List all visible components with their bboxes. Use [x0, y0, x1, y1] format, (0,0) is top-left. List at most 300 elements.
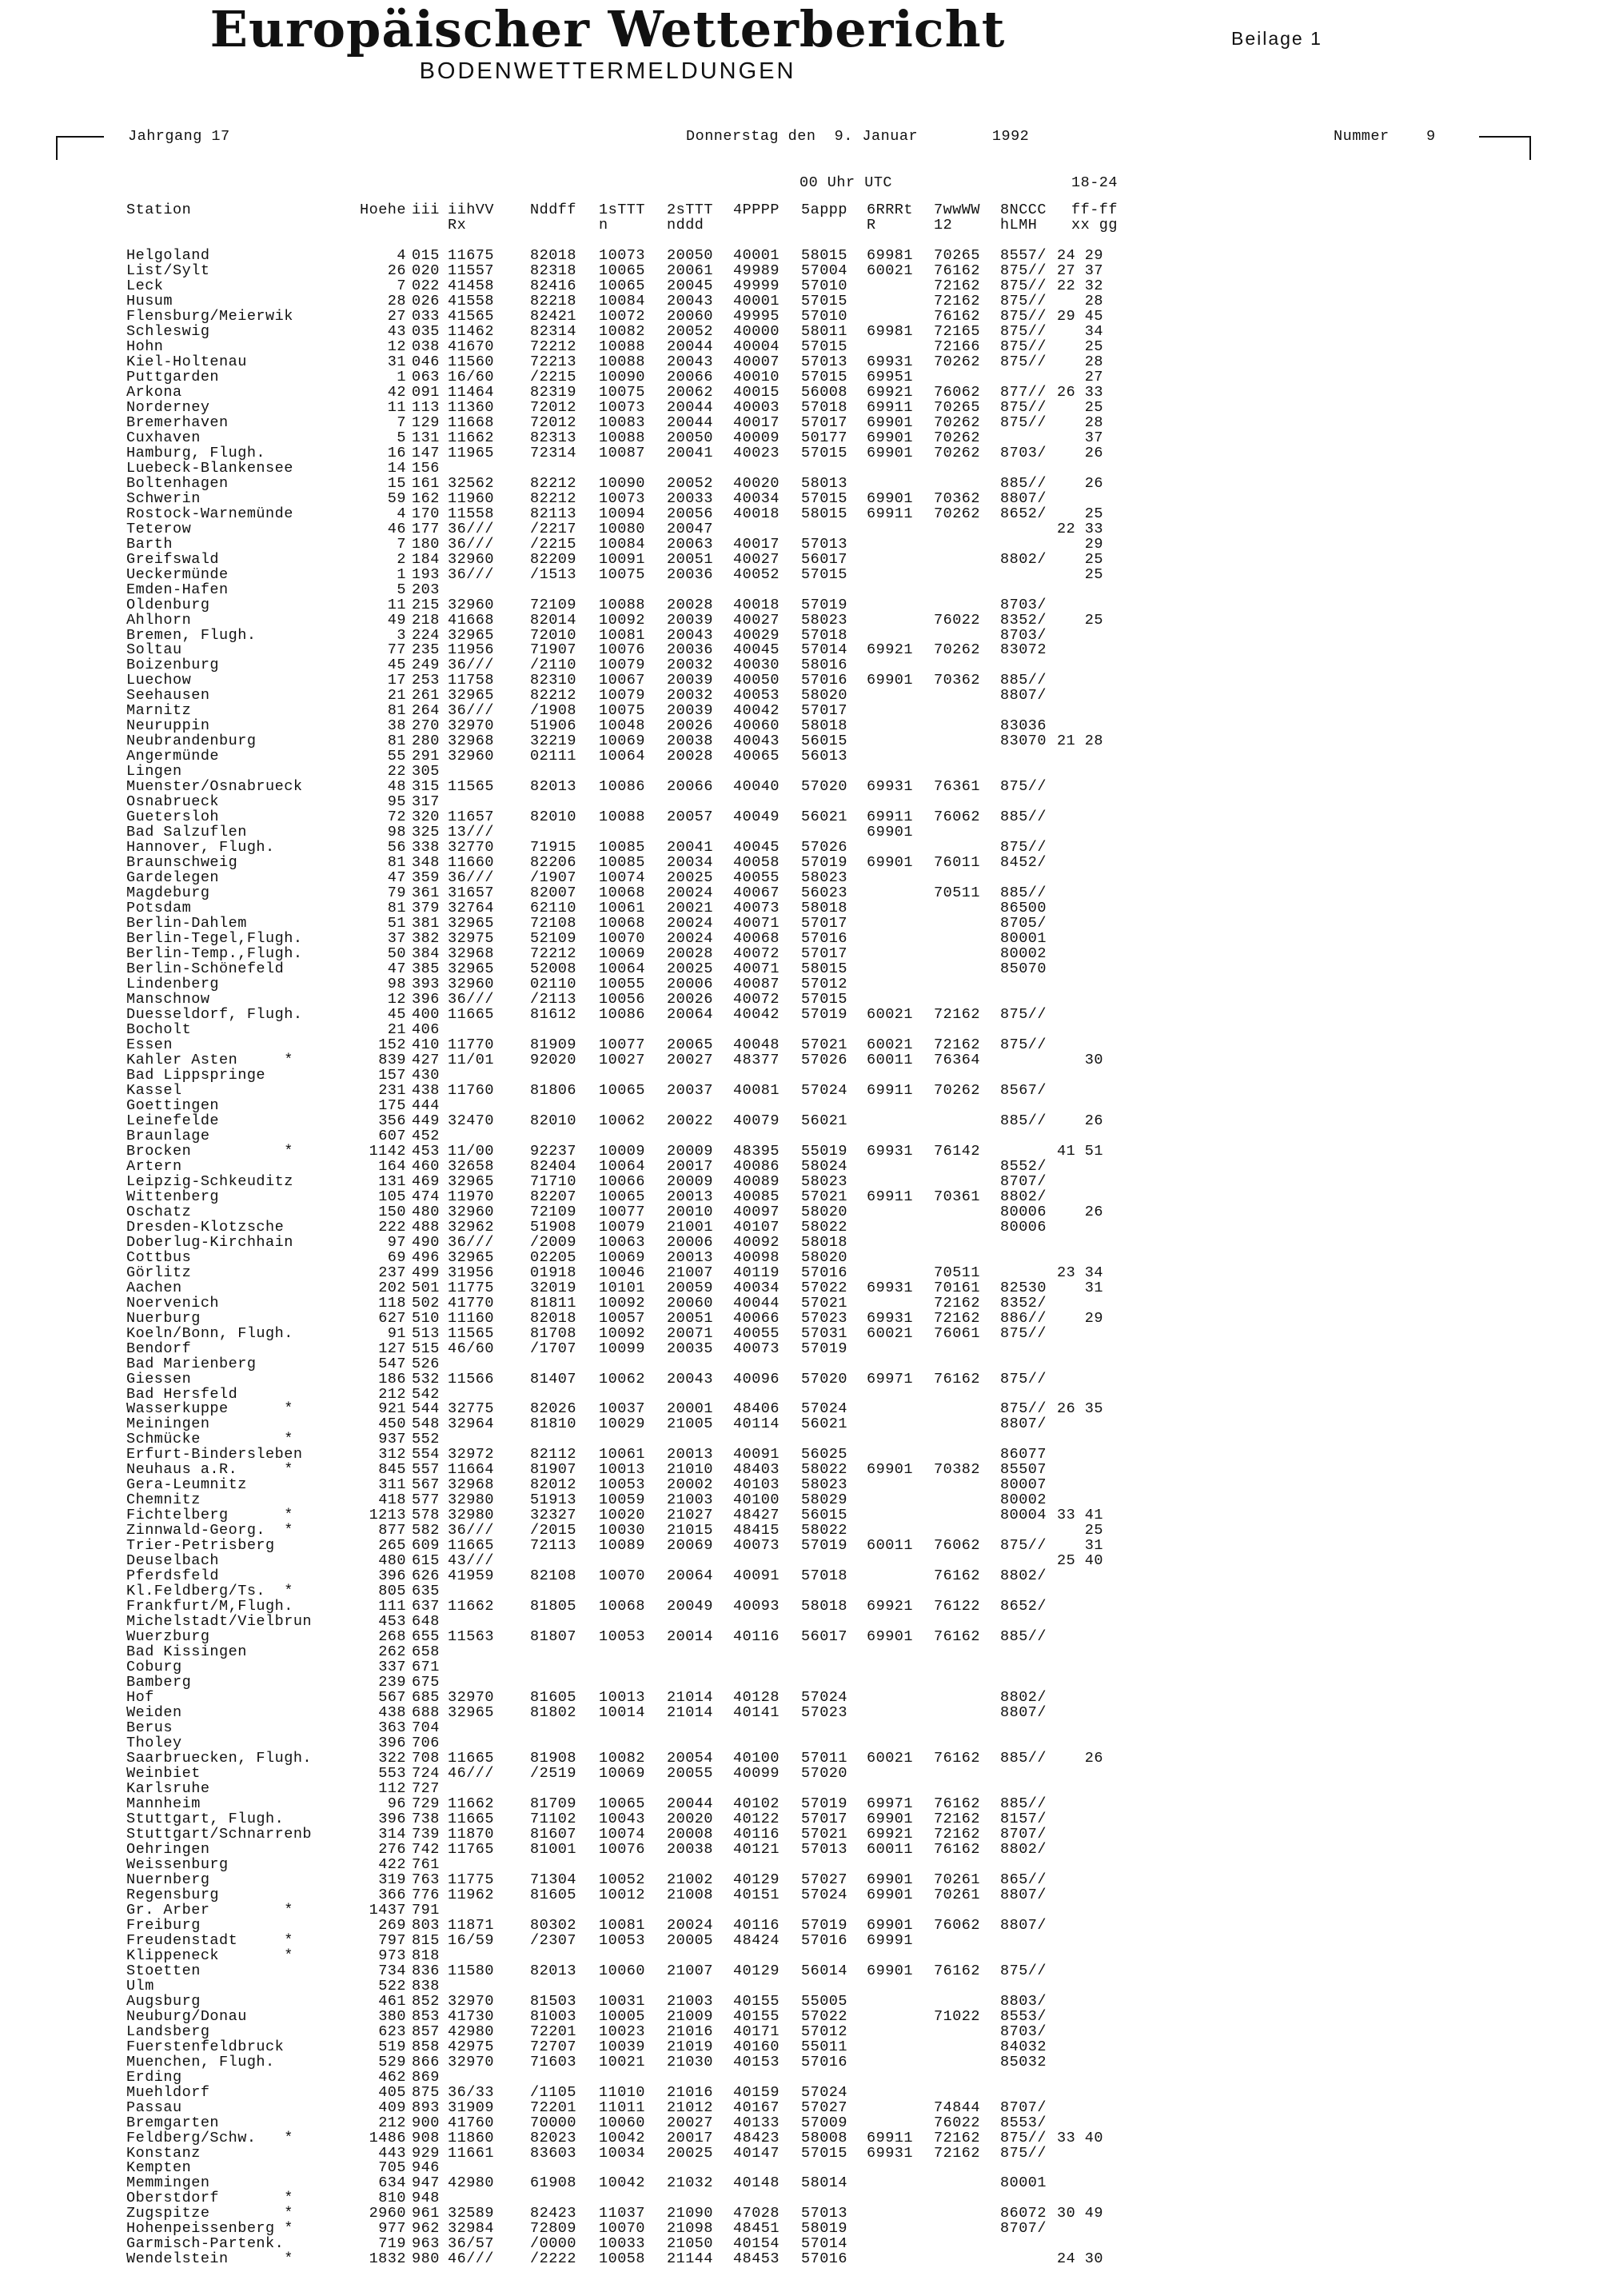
- station-iii-value: 218: [412, 611, 440, 629]
- station-2sttt-value: 20027: [667, 1051, 714, 1068]
- station-iihvv-value: 41770: [448, 1294, 495, 1312]
- station-2sttt-value: 20025: [667, 869, 714, 887]
- station-8nccc-value: 8807/: [1000, 1916, 1047, 1934]
- station-hoehe-value: 422: [378, 1855, 406, 1873]
- station-2sttt-value: 20014: [667, 1628, 714, 1646]
- station-name: Luebeck-Blankensee: [126, 459, 293, 477]
- station-4pppp-value: 40148: [733, 2174, 780, 2192]
- station-iii-value: 542: [412, 1385, 440, 1403]
- station-iii-value: 739: [412, 1825, 440, 1843]
- station-name: Neuhaus a.R. *: [126, 1461, 293, 1479]
- station-iii-value: 818: [412, 1947, 440, 1964]
- station-iihvv-value: 41730: [448, 2007, 495, 2025]
- station-iii-value: 444: [412, 1096, 440, 1114]
- station-2sttt-value: 20066: [667, 778, 714, 796]
- station-iihvv-value: 32965: [448, 1248, 495, 1266]
- station-iihvv-value: 11675: [448, 247, 495, 264]
- station-iihvv-value: 32962: [448, 1218, 495, 1236]
- station-iii-value: 980: [412, 2250, 440, 2268]
- station-1sttt-value: 10079: [599, 1218, 646, 1236]
- station-5appp-value: 58020: [801, 687, 848, 705]
- station-name: Koeln/Bonn, Flugh.: [126, 1324, 293, 1342]
- station-2sttt-value: 21144: [667, 2250, 714, 2268]
- station-7wwww-value: 70262: [934, 1081, 981, 1099]
- station-2sttt-value: 20032: [667, 657, 714, 674]
- station-hoehe-value: 46: [387, 520, 406, 537]
- station-hoehe-value: 47: [387, 960, 406, 978]
- station-4pppp-value: 40001: [733, 247, 780, 264]
- station-7wwww-value: 76364: [934, 1051, 981, 1068]
- station-5appp-value: 55005: [801, 1992, 848, 2010]
- station-8nccc-value: 8352/: [1000, 1294, 1047, 1312]
- station-4pppp-value: 40020: [733, 474, 780, 492]
- station-6rrrt-value: 69901: [867, 1962, 914, 1979]
- station-8nccc-value: 875//: [1000, 292, 1047, 309]
- station-nddff-value: 71102: [530, 1810, 577, 1827]
- station-hoehe-value: 186: [378, 1370, 406, 1388]
- station-4pppp-value: 40040: [733, 778, 780, 796]
- station-5appp-value: 57017: [801, 915, 848, 932]
- station-iii-value: 738: [412, 1810, 440, 1827]
- station-8nccc-value: 885//: [1000, 1750, 1047, 1767]
- station-iihvv-value: 11580: [448, 1962, 495, 1979]
- station-name: Berlin-Schönefeld: [126, 960, 285, 978]
- station-hoehe-value: 77: [387, 641, 406, 659]
- station-4pppp-value: 40000: [733, 322, 780, 340]
- station-nddff-value: /2307: [530, 1931, 577, 1949]
- station-hoehe-value: 450: [378, 1416, 406, 1433]
- station-5appp-value: 57020: [801, 778, 848, 796]
- station-name: Stuttgart/Schnarrenb: [126, 1825, 313, 1843]
- station-hoehe-value: 519: [378, 2038, 406, 2055]
- station-2sttt-value: 20060: [667, 1294, 714, 1312]
- station-hoehe-value: 453: [378, 1613, 406, 1631]
- station-8nccc-value: 86500: [1000, 900, 1047, 917]
- station-7wwww-value: 76162: [934, 1567, 981, 1585]
- column-header-2sttt: 2sTTT: [667, 202, 714, 218]
- station-name: Hohenpeissenberg *: [126, 2220, 293, 2238]
- station-6rrrt-value: 69901: [867, 429, 914, 446]
- station-2sttt-value: 21016: [667, 2022, 714, 2040]
- station-iii-value: 615: [412, 1552, 440, 1570]
- station-iii-value: 113: [412, 398, 440, 416]
- station-iii-value: 427: [412, 1051, 440, 1068]
- station-nddff-value: 71710: [530, 1172, 577, 1190]
- station-nddff-value: 81802: [530, 1704, 577, 1722]
- station-5appp-value: 57020: [801, 1765, 848, 1782]
- station-nddff-value: 82421: [530, 307, 577, 325]
- station-hoehe-value: 81: [387, 900, 406, 917]
- station-hoehe-value: 11: [387, 596, 406, 613]
- station-hoehe-value: 268: [378, 1628, 406, 1646]
- station-6rrrt-value: 60011: [867, 1537, 914, 1555]
- station-iii-value: 184: [412, 550, 440, 568]
- station-2sttt-value: 21003: [667, 1992, 714, 2010]
- station-hoehe-value: 98: [387, 824, 406, 841]
- station-4pppp-value: 48415: [733, 1522, 780, 1539]
- station-name: Greifswald: [126, 550, 220, 568]
- station-iii-value: 320: [412, 809, 440, 826]
- station-iihvv-value: 11970: [448, 1188, 495, 1205]
- station-iii-value: 648: [412, 1613, 440, 1631]
- station-4pppp-value: 40087: [733, 976, 780, 993]
- station-6rrrt-value: 69911: [867, 505, 914, 522]
- column-subheader-8nccc: hLMH: [1000, 217, 1038, 234]
- station-7wwww-value: 70262: [934, 353, 981, 370]
- station-name: Weiden: [126, 1704, 182, 1722]
- station-7wwww-value: 70262: [934, 505, 981, 522]
- station-8nccc-value: 885//: [1000, 1795, 1047, 1812]
- station-6rrrt-value: 69901: [867, 489, 914, 507]
- column-header-station: Station: [126, 202, 192, 218]
- report-date: Donnerstag den 9. Januar 1992: [686, 128, 1030, 145]
- station-4pppp-value: 40034: [733, 489, 780, 507]
- station-iihvv-value: 32984: [448, 2220, 495, 2238]
- station-2sttt-value: 20009: [667, 1142, 714, 1160]
- station-iihvv-value: 36///: [448, 1522, 495, 1539]
- station-name: Doberlug-Kirchhain: [126, 1233, 293, 1251]
- station-iii-value: 836: [412, 1962, 440, 1979]
- column-header-1sttt: 1sTTT: [599, 202, 646, 218]
- station-iihvv-value: 41558: [448, 292, 495, 309]
- station-2sttt-value: 20006: [667, 976, 714, 993]
- station-5appp-value: 57015: [801, 991, 848, 1008]
- station-iihvv-value: 11558: [448, 505, 495, 522]
- station-1sttt-value: 10080: [599, 520, 646, 537]
- station-2sttt-value: 20036: [667, 641, 714, 659]
- station-iii-value: 180: [412, 535, 440, 553]
- station-4pppp-value: 40091: [733, 1446, 780, 1463]
- station-iii-value: 962: [412, 2220, 440, 2238]
- station-iihvv-value: 32965: [448, 1172, 495, 1190]
- station-5appp-value: 56021: [801, 1416, 848, 1433]
- column-subheader-1sttt: n: [599, 217, 608, 234]
- station-iihvv-value: 36/57: [448, 2235, 495, 2253]
- station-nddff-value: 72212: [530, 337, 577, 355]
- station-name: Bremen, Flugh.: [126, 626, 257, 644]
- station-1sttt-value: 10033: [599, 2235, 646, 2253]
- station-iihvv-value: 11770: [448, 1036, 495, 1053]
- station-iii-value: 742: [412, 1840, 440, 1858]
- station-iihvv-value: 46///: [448, 2250, 495, 2268]
- station-iihvv-value: 11775: [448, 1871, 495, 1888]
- station-name: Wasserkuppe *: [126, 1400, 293, 1418]
- station-hoehe-value: 567: [378, 1689, 406, 1707]
- station-5appp-value: 57027: [801, 2098, 848, 2116]
- station-7wwww-value: 76062: [934, 809, 981, 826]
- station-8nccc-value: 8807/: [1000, 1886, 1047, 1903]
- station-hoehe-value: 380: [378, 2007, 406, 2025]
- station-nddff-value: 32019: [530, 1279, 577, 1296]
- station-nddff-value: /1105: [530, 2083, 577, 2101]
- station-5appp-value: 57026: [801, 1051, 848, 1068]
- station-hoehe-value: 529: [378, 2053, 406, 2070]
- station-iii-value: 852: [412, 1992, 440, 2010]
- station-5appp-value: 57019: [801, 1006, 848, 1023]
- station-iihvv-value: 42980: [448, 2174, 495, 2192]
- station-5appp-value: 58018: [801, 717, 848, 735]
- station-4pppp-value: 40045: [733, 641, 780, 659]
- station-hoehe-value: 4: [397, 247, 406, 264]
- station-1sttt-value: 10061: [599, 1446, 646, 1463]
- station-2sttt-value: 20013: [667, 1188, 714, 1205]
- station-5appp-value: 57019: [801, 1340, 848, 1357]
- station-name: Braunschweig: [126, 854, 238, 872]
- station-2sttt-value: 20024: [667, 1916, 714, 1934]
- station-iihvv-value: 42975: [448, 2038, 495, 2055]
- station-iii-value: 708: [412, 1750, 440, 1767]
- station-8nccc-value: 8552/: [1000, 1157, 1047, 1175]
- station-iihvv-value: 11565: [448, 1324, 495, 1342]
- station-5appp-value: 57015: [801, 489, 848, 507]
- station-2sttt-value: 20059: [667, 1279, 714, 1296]
- station-4pppp-value: 40017: [733, 535, 780, 553]
- station-4pppp-value: 49995: [733, 307, 780, 325]
- station-6rrrt-value: 60011: [867, 1840, 914, 1858]
- station-5appp-value: 58024: [801, 1157, 848, 1175]
- station-iihvv-value: 16/59: [448, 1931, 495, 1949]
- station-1sttt-value: 10065: [599, 262, 646, 279]
- station-iii-value: 384: [412, 945, 440, 963]
- station-2sttt-value: 20060: [667, 307, 714, 325]
- station-8nccc-value: 885//: [1000, 884, 1047, 902]
- station-2sttt-value: 21014: [667, 1689, 714, 1707]
- station-iii-value: 379: [412, 900, 440, 917]
- station-8nccc-value: 8807/: [1000, 1704, 1047, 1722]
- station-iihvv-value: 11/00: [448, 1142, 495, 1160]
- station-2sttt-value: 21014: [667, 1704, 714, 1722]
- station-iii-value: 385: [412, 960, 440, 978]
- station-hoehe-value: 118: [378, 1294, 406, 1312]
- station-name: Michelstadt/Vielbrun: [126, 1613, 313, 1631]
- station-2sttt-value: 20043: [667, 353, 714, 370]
- station-name: Potsdam: [126, 900, 192, 917]
- station-iii-value: 582: [412, 1522, 440, 1539]
- station-8nccc-value: 8803/: [1000, 1992, 1047, 2010]
- station-4pppp-value: 40017: [733, 413, 780, 431]
- station-name: Weissenburg: [126, 1855, 229, 1873]
- station-iii-value: 946: [412, 2159, 440, 2177]
- station-2sttt-value: 20052: [667, 322, 714, 340]
- station-hoehe-value: 1832: [369, 2250, 406, 2268]
- station-name: Marnitz: [126, 702, 192, 720]
- station-hoehe-value: 627: [378, 1309, 406, 1327]
- station-2sttt-value: 20035: [667, 1340, 714, 1357]
- station-1sttt-value: 11010: [599, 2083, 646, 2101]
- station-4pppp-value: 40151: [733, 1886, 780, 1903]
- station-5appp-value: 58023: [801, 1476, 848, 1494]
- station-name: Hohn: [126, 337, 164, 355]
- station-2sttt-value: 21002: [667, 1871, 714, 1888]
- station-1sttt-value: 10060: [599, 2114, 646, 2131]
- station-4pppp-value: 40001: [733, 292, 780, 309]
- station-nddff-value: 51908: [530, 1218, 577, 1236]
- station-4pppp-value: 47028: [733, 2205, 780, 2222]
- station-7wwww-value: 72162: [934, 277, 981, 294]
- station-2sttt-value: 21032: [667, 2174, 714, 2192]
- station-nddff-value: 72314: [530, 444, 577, 461]
- station-name: Leck: [126, 277, 164, 294]
- station-iii-value: 261: [412, 687, 440, 705]
- station-hoehe-value: 127: [378, 1340, 406, 1357]
- station-8nccc-value: 8567/: [1000, 1081, 1047, 1099]
- station-iii-value: 557: [412, 1461, 440, 1479]
- station-iii-value: 496: [412, 1248, 440, 1266]
- station-name: Wuerzburg: [126, 1628, 210, 1646]
- station-iihvv-value: 11/01: [448, 1051, 495, 1068]
- station-2sttt-value: 20027: [667, 2114, 714, 2131]
- station-name: Deuselbach: [126, 1552, 220, 1570]
- station-7wwww-value: 76061: [934, 1324, 981, 1342]
- station-iii-value: 567: [412, 1476, 440, 1494]
- station-1sttt-value: 10065: [599, 1188, 646, 1205]
- station-name: Kiel-Holtenau: [126, 353, 247, 370]
- station-iii-value: 033: [412, 307, 440, 325]
- station-hoehe-value: 72: [387, 809, 406, 826]
- station-4pppp-value: 48395: [733, 1142, 780, 1160]
- station-4pppp-value: 40049: [733, 809, 780, 826]
- header-rule-left: [56, 136, 104, 138]
- station-6rrrt-value: 69931: [867, 2144, 914, 2162]
- station-5appp-value: 57013: [801, 535, 848, 553]
- station-7wwww-value: 70161: [934, 1279, 981, 1296]
- station-5appp-value: 57016: [801, 1264, 848, 1281]
- station-5appp-value: 56021: [801, 1112, 848, 1129]
- station-1sttt-value: 10065: [599, 1081, 646, 1099]
- station-6rrrt-value: 69971: [867, 1370, 914, 1388]
- station-ff-ff-value: 25: [1084, 550, 1103, 568]
- station-2sttt-value: 20057: [667, 809, 714, 826]
- station-7wwww-value: 76162: [934, 1795, 981, 1812]
- station-7wwww-value: 76162: [934, 307, 981, 325]
- station-1sttt-value: 10083: [599, 413, 646, 431]
- station-8nccc-value: 8807/: [1000, 687, 1047, 705]
- station-hoehe-value: 845: [378, 1461, 406, 1479]
- station-name: Meiningen: [126, 1416, 210, 1433]
- station-iihvv-value: 13///: [448, 824, 495, 841]
- station-iii-value: 501: [412, 1279, 440, 1296]
- column-header-4pppp: 4PPPP: [733, 202, 780, 218]
- station-8nccc-value: 877//: [1000, 383, 1047, 401]
- station-name: Essen: [126, 1036, 173, 1053]
- station-7wwww-value: 76062: [934, 383, 981, 401]
- column-header-ff-ff: ff-ff: [1071, 202, 1119, 218]
- station-5appp-value: 57015: [801, 565, 848, 583]
- station-iii-value: 315: [412, 778, 440, 796]
- station-ff-ff-value: 25: [1084, 565, 1103, 583]
- station-hoehe-value: 719: [378, 2235, 406, 2253]
- station-iii-value: 791: [412, 1901, 440, 1919]
- station-1sttt-value: 10086: [599, 1006, 646, 1023]
- station-iii-value: 147: [412, 444, 440, 461]
- station-name: Berlin-Dahlem: [126, 915, 247, 932]
- station-2sttt-value: 20055: [667, 1765, 714, 1782]
- station-2sttt-value: 21050: [667, 2235, 714, 2253]
- station-name: Bad Kissingen: [126, 1643, 247, 1661]
- station-name: Ahlhorn: [126, 611, 192, 629]
- station-iii-value: 430: [412, 1066, 440, 1084]
- station-iihvv-value: 32970: [448, 717, 495, 735]
- station-2sttt-value: 20063: [667, 535, 714, 553]
- station-8nccc-value: 8703/: [1000, 444, 1047, 461]
- station-5appp-value: 56017: [801, 550, 848, 568]
- station-nddff-value: /1907: [530, 869, 577, 887]
- station-hoehe-value: 37: [387, 930, 406, 948]
- station-2sttt-value: 20045: [667, 277, 714, 294]
- station-iii-value: 453: [412, 1142, 440, 1160]
- station-name: Augsburg: [126, 1992, 201, 2010]
- station-4pppp-value: 40027: [733, 550, 780, 568]
- station-8nccc-value: 885//: [1000, 474, 1047, 492]
- station-hoehe-value: 21: [387, 1020, 406, 1038]
- station-5appp-value: 57009: [801, 2114, 848, 2131]
- station-iii-value: 858: [412, 2038, 440, 2055]
- station-8nccc-value: 875//: [1000, 1537, 1047, 1555]
- station-nddff-value: 71907: [530, 641, 577, 659]
- station-1sttt-value: 10090: [599, 368, 646, 385]
- station-1sttt-value: 10053: [599, 1476, 646, 1494]
- station-nddff-value: 81503: [530, 1992, 577, 2010]
- station-8nccc-value: 86072: [1000, 2205, 1047, 2222]
- station-hoehe-value: 45: [387, 1006, 406, 1023]
- station-name: Ueckermünde: [126, 565, 229, 583]
- station-name: Husum: [126, 292, 173, 309]
- station-5appp-value: 57014: [801, 641, 848, 659]
- station-4pppp-value: 40099: [733, 1765, 780, 1782]
- column-header-iii: iii: [412, 202, 440, 218]
- column-subheader-7wwww: 12: [934, 217, 953, 234]
- station-iii-value: 853: [412, 2007, 440, 2025]
- station-hoehe-value: 45: [387, 657, 406, 674]
- station-5appp-value: 57010: [801, 307, 848, 325]
- station-name: Braunlage: [126, 1127, 210, 1144]
- station-hoehe-value: 418: [378, 1491, 406, 1509]
- station-nddff-value: 81909: [530, 1036, 577, 1053]
- station-4pppp-value: 40102: [733, 1795, 780, 1812]
- station-8nccc-value: 875//: [1000, 262, 1047, 279]
- station-6rrrt-value: 69931: [867, 1142, 914, 1160]
- station-8nccc-value: 875//: [1000, 1962, 1047, 1979]
- station-iii-value: 131: [412, 429, 440, 446]
- station-1sttt-value: 10081: [599, 1916, 646, 1934]
- station-4pppp-value: 40086: [733, 1157, 780, 1175]
- station-8nccc-value: 80006: [1000, 1218, 1047, 1236]
- station-hoehe-value: 319: [378, 1871, 406, 1888]
- station-hoehe-value: 312: [378, 1446, 406, 1463]
- station-4pppp-value: 40044: [733, 1294, 780, 1312]
- station-4pppp-value: 40100: [733, 1750, 780, 1767]
- station-nddff-value: /2113: [530, 991, 577, 1008]
- station-1sttt-value: 10068: [599, 915, 646, 932]
- station-1sttt-value: 10063: [599, 1233, 646, 1251]
- station-hoehe-value: 5: [397, 429, 406, 446]
- station-name: Berus: [126, 1719, 173, 1737]
- station-7wwww-value: 72162: [934, 1825, 981, 1843]
- station-iii-value: 022: [412, 277, 440, 294]
- station-nddff-value: 72012: [530, 413, 577, 431]
- station-4pppp-value: 40171: [733, 2022, 780, 2040]
- station-2sttt-value: 20009: [667, 1172, 714, 1190]
- station-nddff-value: 82209: [530, 550, 577, 568]
- station-name: Kahler Asten *: [126, 1051, 293, 1068]
- station-name: Artern: [126, 1157, 182, 1175]
- station-iii-value: 510: [412, 1309, 440, 1327]
- station-4pppp-value: 40073: [733, 900, 780, 917]
- station-ff-ff-value: 26: [1084, 474, 1103, 492]
- station-name: Dresden-Klotzsche: [126, 1218, 285, 1236]
- station-2sttt-value: 20071: [667, 1324, 714, 1342]
- station-iihvv-value: 11956: [448, 641, 495, 659]
